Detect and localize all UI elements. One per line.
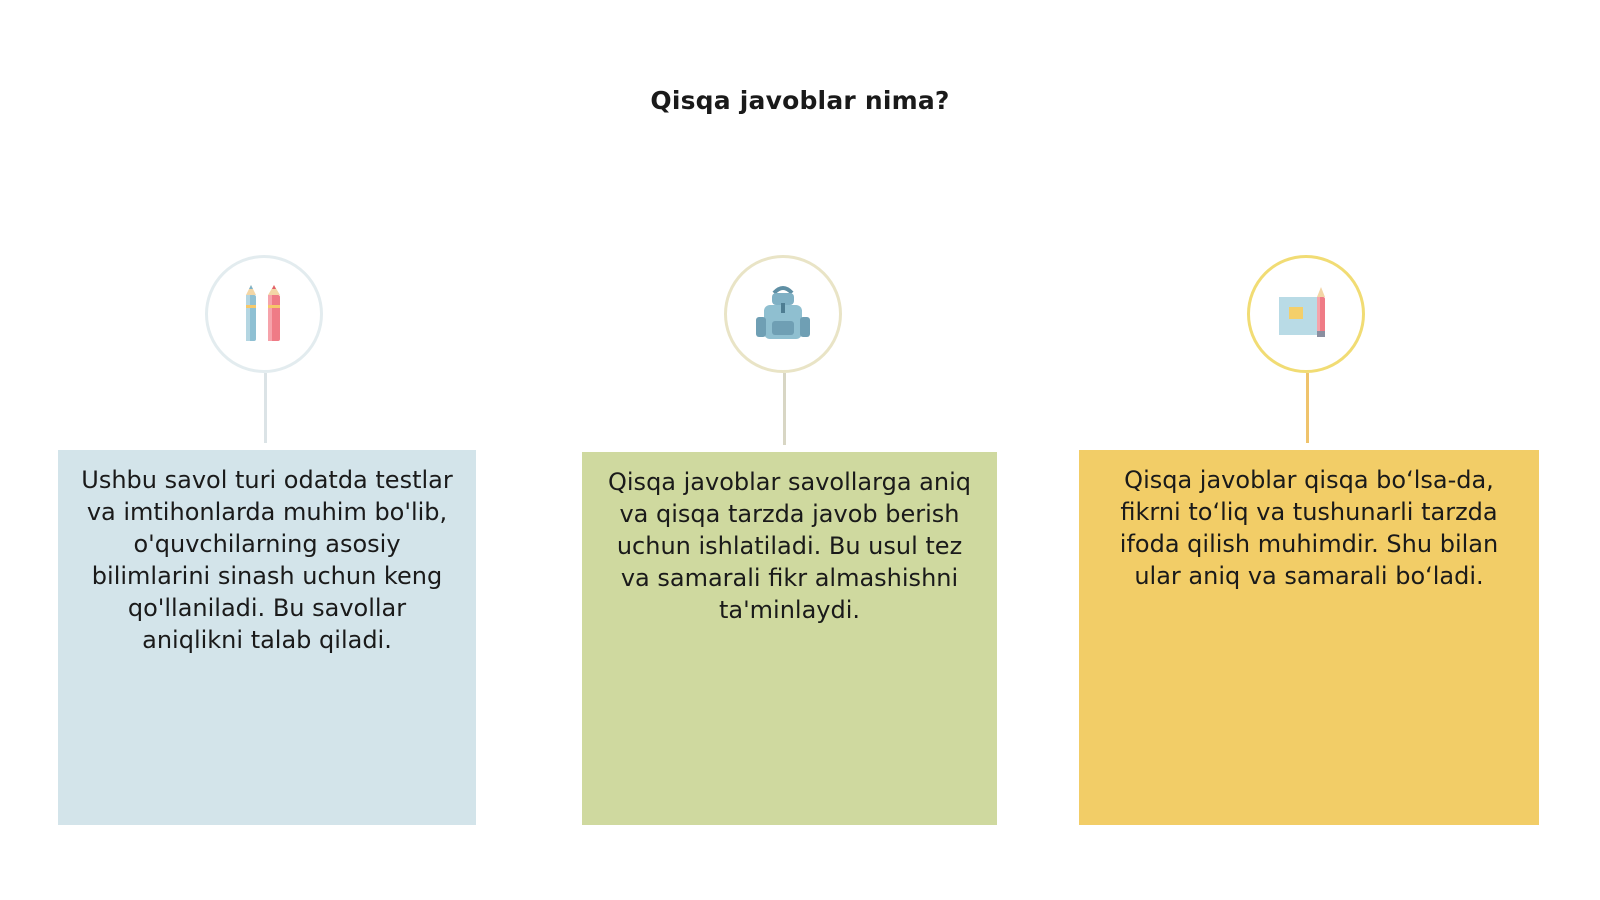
pencils-icon <box>236 283 292 345</box>
card-text: Ushbu savol turi odatda testlar va imtihonlarda muhim bo'lib, o'quvchilarning asosiy bilimlarini sinash uchun keng qo'llaniladi. Bu savollar aniqlikni talab qiladi. <box>81 466 453 654</box>
icon-circle <box>1247 255 1365 373</box>
card-text: Qisqa javoblar qisqa bo‘lsa-da, fikrni to‘liq va tushunarli tarzda ifoda qilish muhimdir. Shu bilan ular aniq va samarali bo‘ladi. <box>1119 466 1499 590</box>
icon-circle <box>205 255 323 373</box>
connector-line <box>1306 373 1309 443</box>
card-text: Qisqa javoblar savollarga aniq va qisqa tarzda javob berish uchun ishlatiladi. Bu usul tez va samarali fikr almashishni ta'minlaydi. <box>608 468 971 624</box>
info-card <box>1079 450 1539 825</box>
info-card <box>582 452 997 825</box>
slide-title: Qisqa javoblar nima? <box>650 86 950 115</box>
info-card <box>58 450 476 825</box>
icon-circle <box>724 255 842 373</box>
connector-line <box>264 373 267 443</box>
paper-and-pencil-icon <box>1275 283 1337 345</box>
backpack-icon <box>752 283 814 345</box>
connector-line <box>783 373 786 445</box>
